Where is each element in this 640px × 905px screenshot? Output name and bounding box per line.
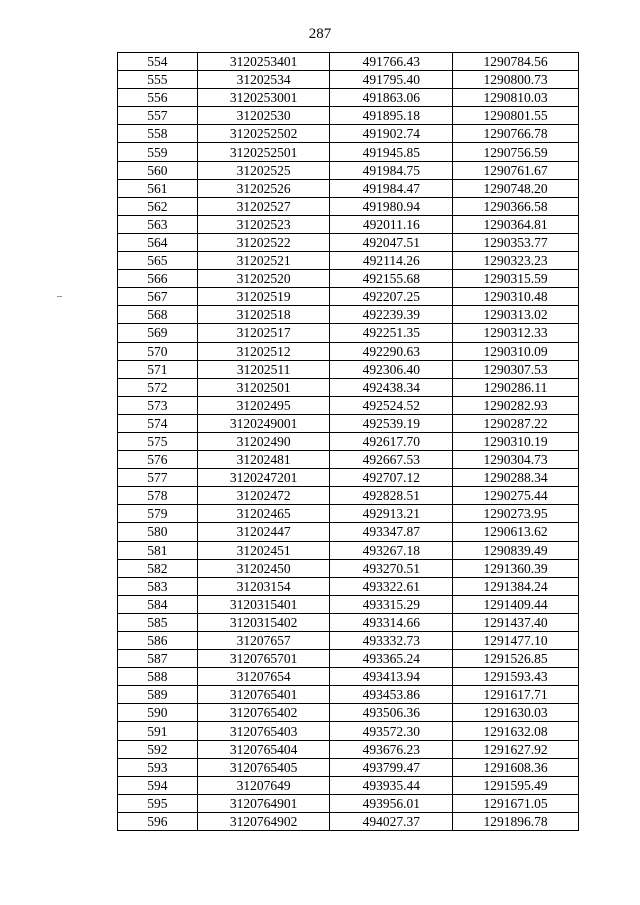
y-coordinate-cell: 1290288.34	[453, 469, 579, 487]
y-coordinate-cell: 1290312.33	[453, 324, 579, 342]
table-row	[118, 487, 579, 505]
table-row	[118, 505, 579, 523]
point-id-cell: 3120764901	[197, 794, 330, 812]
table-row	[118, 143, 579, 161]
y-coordinate-cell: 1290307.53	[453, 360, 579, 378]
point-number-cell: 593	[118, 758, 198, 776]
point-number-cell: 596	[118, 812, 198, 830]
point-number-cell: 564	[118, 233, 198, 251]
table-row	[118, 288, 579, 306]
point-number-cell: 579	[118, 505, 198, 523]
table-row	[118, 161, 579, 179]
x-coordinate-cell: 493332.73	[330, 632, 453, 650]
x-coordinate-cell: 493314.66	[330, 613, 453, 631]
y-coordinate-cell: 1290761.67	[453, 161, 579, 179]
table-row	[118, 650, 579, 668]
point-number-cell: 573	[118, 396, 198, 414]
point-id-cell: 31202490	[197, 432, 330, 450]
x-coordinate-cell: 492524.52	[330, 396, 453, 414]
y-coordinate-cell: 1290839.49	[453, 541, 579, 559]
y-coordinate-cell: 1290304.73	[453, 451, 579, 469]
point-number-cell: 587	[118, 650, 198, 668]
point-number-cell: 563	[118, 215, 198, 233]
y-coordinate-cell: 1291896.78	[453, 812, 579, 830]
point-id-cell: 31202465	[197, 505, 330, 523]
table-row	[118, 668, 579, 686]
point-id-cell: 31203154	[197, 577, 330, 595]
point-id-cell: 31207649	[197, 776, 330, 794]
table-row	[118, 451, 579, 469]
point-id-cell: 31207657	[197, 632, 330, 650]
x-coordinate-cell: 493347.87	[330, 523, 453, 541]
point-id-cell: 31202511	[197, 360, 330, 378]
table-row	[118, 197, 579, 215]
point-number-cell: 561	[118, 179, 198, 197]
table-row	[118, 559, 579, 577]
point-id-cell: 31202523	[197, 215, 330, 233]
y-coordinate-cell: 1291617.71	[453, 686, 579, 704]
x-coordinate-cell: 492207.25	[330, 288, 453, 306]
table-row	[118, 360, 579, 378]
y-coordinate-cell: 1291593.43	[453, 668, 579, 686]
point-id-cell: 3120249001	[197, 414, 330, 432]
y-coordinate-cell: 1290323.23	[453, 252, 579, 270]
point-id-cell: 31202495	[197, 396, 330, 414]
y-coordinate-cell: 1290366.58	[453, 197, 579, 215]
y-coordinate-cell: 1290800.73	[453, 71, 579, 89]
point-id-cell: 3120765404	[197, 740, 330, 758]
y-coordinate-cell: 1290748.20	[453, 179, 579, 197]
x-coordinate-cell: 493267.18	[330, 541, 453, 559]
table-row	[118, 469, 579, 487]
point-number-cell: 565	[118, 252, 198, 270]
point-number-cell: 594	[118, 776, 198, 794]
point-number-cell: 577	[118, 469, 198, 487]
table-row	[118, 776, 579, 794]
x-coordinate-cell: 491984.75	[330, 161, 453, 179]
point-number-cell: 560	[118, 161, 198, 179]
y-coordinate-cell: 1290756.59	[453, 143, 579, 161]
x-coordinate-cell: 493270.51	[330, 559, 453, 577]
point-id-cell: 3120253401	[197, 53, 330, 71]
y-coordinate-cell: 1290287.22	[453, 414, 579, 432]
table-row	[118, 107, 579, 125]
point-number-cell: 555	[118, 71, 198, 89]
x-coordinate-cell: 492290.63	[330, 342, 453, 360]
table-row	[118, 252, 579, 270]
point-id-cell: 31202527	[197, 197, 330, 215]
y-coordinate-cell: 1290766.78	[453, 125, 579, 143]
y-coordinate-cell: 1291671.05	[453, 794, 579, 812]
point-id-cell: 3120315402	[197, 613, 330, 631]
x-coordinate-cell: 492913.21	[330, 505, 453, 523]
x-coordinate-cell: 493799.47	[330, 758, 453, 776]
x-coordinate-cell: 494027.37	[330, 812, 453, 830]
point-number-cell: 589	[118, 686, 198, 704]
y-coordinate-cell: 1291437.40	[453, 613, 579, 631]
point-id-cell: 31202518	[197, 306, 330, 324]
point-id-cell: 3120252501	[197, 143, 330, 161]
x-coordinate-cell: 492239.39	[330, 306, 453, 324]
point-number-cell: 595	[118, 794, 198, 812]
table-row	[118, 89, 579, 107]
point-number-cell: 562	[118, 197, 198, 215]
point-id-cell: 31202522	[197, 233, 330, 251]
y-coordinate-cell: 1290353.77	[453, 233, 579, 251]
x-coordinate-cell: 491902.74	[330, 125, 453, 143]
point-number-cell: 570	[118, 342, 198, 360]
x-coordinate-cell: 491863.06	[330, 89, 453, 107]
table-row	[118, 306, 579, 324]
point-number-cell: 556	[118, 89, 198, 107]
table-row	[118, 613, 579, 631]
x-coordinate-cell: 491980.94	[330, 197, 453, 215]
point-number-cell: 574	[118, 414, 198, 432]
y-coordinate-cell: 1291477.10	[453, 632, 579, 650]
y-coordinate-cell: 1291409.44	[453, 595, 579, 613]
point-id-cell: 31202526	[197, 179, 330, 197]
y-coordinate-cell: 1291384.24	[453, 577, 579, 595]
point-number-cell: 581	[118, 541, 198, 559]
x-coordinate-cell: 491984.47	[330, 179, 453, 197]
point-id-cell: 31202530	[197, 107, 330, 125]
point-number-cell: 568	[118, 306, 198, 324]
point-id-cell: 31202450	[197, 559, 330, 577]
point-id-cell: 3120765402	[197, 704, 330, 722]
x-coordinate-cell: 493365.24	[330, 650, 453, 668]
point-id-cell: 3120315401	[197, 595, 330, 613]
y-coordinate-cell: 1291608.36	[453, 758, 579, 776]
y-coordinate-cell: 1290273.95	[453, 505, 579, 523]
point-number-cell: 591	[118, 722, 198, 740]
point-id-cell: 3120252502	[197, 125, 330, 143]
point-id-cell: 3120247201	[197, 469, 330, 487]
point-id-cell: 31202519	[197, 288, 330, 306]
scan-artifact	[57, 296, 62, 297]
y-coordinate-cell: 1290310.09	[453, 342, 579, 360]
table-row	[118, 523, 579, 541]
point-id-cell: 31207654	[197, 668, 330, 686]
point-id-cell: 3120253001	[197, 89, 330, 107]
table-row	[118, 71, 579, 89]
y-coordinate-cell: 1290310.48	[453, 288, 579, 306]
y-coordinate-cell: 1290275.44	[453, 487, 579, 505]
x-coordinate-cell: 493453.86	[330, 686, 453, 704]
point-number-cell: 584	[118, 595, 198, 613]
x-coordinate-cell: 493506.36	[330, 704, 453, 722]
table-row	[118, 577, 579, 595]
x-coordinate-cell: 492047.51	[330, 233, 453, 251]
coordinate-table	[117, 52, 579, 831]
x-coordinate-cell: 492438.34	[330, 378, 453, 396]
y-coordinate-cell: 1290613.62	[453, 523, 579, 541]
point-id-cell: 3120765403	[197, 722, 330, 740]
x-coordinate-cell: 492011.16	[330, 215, 453, 233]
y-coordinate-cell: 1290286.11	[453, 378, 579, 396]
y-coordinate-cell: 1290313.02	[453, 306, 579, 324]
table-row	[118, 342, 579, 360]
page-number: 287	[308, 26, 332, 42]
table-row	[118, 758, 579, 776]
x-coordinate-cell: 492251.35	[330, 324, 453, 342]
point-number-cell: 571	[118, 360, 198, 378]
x-coordinate-cell: 493956.01	[330, 794, 453, 812]
point-number-cell: 586	[118, 632, 198, 650]
point-number-cell: 582	[118, 559, 198, 577]
table-row	[118, 632, 579, 650]
x-coordinate-cell: 492539.19	[330, 414, 453, 432]
x-coordinate-cell: 491795.40	[330, 71, 453, 89]
point-id-cell: 31202451	[197, 541, 330, 559]
point-id-cell: 31202512	[197, 342, 330, 360]
point-number-cell: 588	[118, 668, 198, 686]
x-coordinate-cell: 493935.44	[330, 776, 453, 794]
point-number-cell: 569	[118, 324, 198, 342]
x-coordinate-cell: 492617.70	[330, 432, 453, 450]
x-coordinate-cell: 493572.30	[330, 722, 453, 740]
point-id-cell: 31202521	[197, 252, 330, 270]
point-id-cell: 31202520	[197, 270, 330, 288]
point-id-cell: 31202517	[197, 324, 330, 342]
point-id-cell: 31202472	[197, 487, 330, 505]
table-row	[118, 432, 579, 450]
point-number-cell: 592	[118, 740, 198, 758]
point-id-cell: 31202501	[197, 378, 330, 396]
x-coordinate-cell: 492667.53	[330, 451, 453, 469]
point-number-cell: 575	[118, 432, 198, 450]
y-coordinate-cell: 1291630.03	[453, 704, 579, 722]
x-coordinate-cell: 492707.12	[330, 469, 453, 487]
y-coordinate-cell: 1290315.59	[453, 270, 579, 288]
point-id-cell: 3120765401	[197, 686, 330, 704]
point-number-cell: 554	[118, 53, 198, 71]
point-id-cell: 3120765701	[197, 650, 330, 668]
table-row	[118, 541, 579, 559]
point-id-cell: 3120765405	[197, 758, 330, 776]
point-number-cell: 580	[118, 523, 198, 541]
table-row	[118, 595, 579, 613]
point-id-cell: 31202525	[197, 161, 330, 179]
x-coordinate-cell: 491766.43	[330, 53, 453, 71]
point-id-cell: 31202534	[197, 71, 330, 89]
x-coordinate-cell: 491895.18	[330, 107, 453, 125]
point-number-cell: 557	[118, 107, 198, 125]
y-coordinate-cell: 1291595.49	[453, 776, 579, 794]
y-coordinate-cell: 1290784.56	[453, 53, 579, 71]
y-coordinate-cell: 1290282.93	[453, 396, 579, 414]
y-coordinate-cell: 1291627.92	[453, 740, 579, 758]
y-coordinate-cell: 1291360.39	[453, 559, 579, 577]
point-number-cell: 566	[118, 270, 198, 288]
table-row	[118, 794, 579, 812]
point-id-cell: 3120764902	[197, 812, 330, 830]
point-number-cell: 578	[118, 487, 198, 505]
table-row	[118, 53, 579, 71]
y-coordinate-cell: 1290364.81	[453, 215, 579, 233]
x-coordinate-cell: 492155.68	[330, 270, 453, 288]
table-row	[118, 686, 579, 704]
y-coordinate-cell: 1290810.03	[453, 89, 579, 107]
table-row	[118, 740, 579, 758]
y-coordinate-cell: 1291526.85	[453, 650, 579, 668]
table-row	[118, 215, 579, 233]
table-row	[118, 378, 579, 396]
point-number-cell: 576	[118, 451, 198, 469]
x-coordinate-cell: 492306.40	[330, 360, 453, 378]
table-row	[118, 233, 579, 251]
x-coordinate-cell: 493322.61	[330, 577, 453, 595]
point-number-cell: 559	[118, 143, 198, 161]
coordinate-table-body	[118, 53, 579, 831]
point-number-cell: 572	[118, 378, 198, 396]
point-number-cell: 567	[118, 288, 198, 306]
table-row	[118, 414, 579, 432]
table-row	[118, 179, 579, 197]
y-coordinate-cell: 1290310.19	[453, 432, 579, 450]
point-number-cell: 590	[118, 704, 198, 722]
point-number-cell: 583	[118, 577, 198, 595]
x-coordinate-cell: 492828.51	[330, 487, 453, 505]
x-coordinate-cell: 493676.23	[330, 740, 453, 758]
table-row	[118, 722, 579, 740]
table-row	[118, 125, 579, 143]
y-coordinate-cell: 1290801.55	[453, 107, 579, 125]
x-coordinate-cell: 491945.85	[330, 143, 453, 161]
table-row	[118, 704, 579, 722]
x-coordinate-cell: 493413.94	[330, 668, 453, 686]
point-number-cell: 558	[118, 125, 198, 143]
table-row	[118, 396, 579, 414]
table-row	[118, 270, 579, 288]
x-coordinate-cell: 492114.26	[330, 252, 453, 270]
y-coordinate-cell: 1291632.08	[453, 722, 579, 740]
table-row	[118, 812, 579, 830]
table-row	[118, 324, 579, 342]
x-coordinate-cell: 493315.29	[330, 595, 453, 613]
point-id-cell: 31202481	[197, 451, 330, 469]
point-number-cell: 585	[118, 613, 198, 631]
point-id-cell: 31202447	[197, 523, 330, 541]
